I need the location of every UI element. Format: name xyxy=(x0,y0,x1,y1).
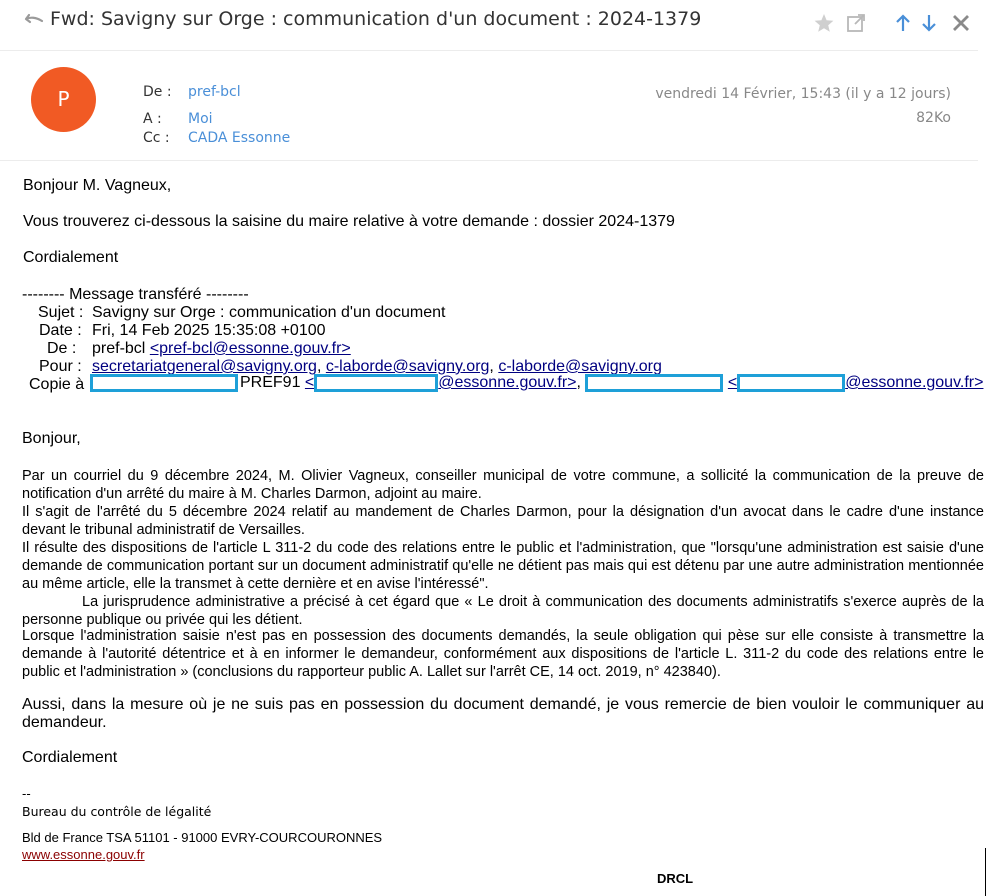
letter-paragraph: Il s'agit de l'arrêté du 5 décembre 2024 relatif au mandement de Charles Darmon, pour la désignation d'un avocat dans le cadre d'une instance devant le tribunal administratif de Versailles. xyxy=(22,504,984,538)
arrow-down-icon[interactable] xyxy=(918,12,940,34)
letter-closing: Cordialement xyxy=(22,749,118,766)
letter-greeting: Bonjour, xyxy=(22,430,81,447)
body-closing: Cordialement xyxy=(23,249,119,266)
fwd-cc-email-link[interactable]: @essonne.gouv.fr> xyxy=(845,374,984,392)
from-contact-link[interactable]: pref-bcl xyxy=(188,84,241,100)
fwd-cc-pref: PREF91 xyxy=(240,374,301,392)
letter-paragraph: Par un courriel du 9 décembre 2024, M. Olivier Vagneux, conseiller municipal de votre commune, a sollicité la communication de la preuve de notification d'un arrêté du maire à M. Charles Darmon, adjoint au maire. xyxy=(22,468,984,502)
fwd-from-name: pref-bcl xyxy=(92,340,146,357)
redaction-box xyxy=(90,374,238,392)
arrow-up-icon[interactable] xyxy=(892,12,914,34)
drcl-label: DRCL xyxy=(657,871,694,886)
fwd-subject-label: Sujet : xyxy=(38,304,84,321)
message-size: 82Ko xyxy=(916,110,951,126)
cc-label: Cc : xyxy=(143,130,170,146)
letter-paragraph: Aussi, dans la mesure où je ne suis pas en possession du document demandé, je vous remercie de bien vouloir le communiquer au demandeur. xyxy=(22,696,984,731)
letter-paragraph: La jurisprudence administrative a précisé à cet égard que « Le droit à communication des documents administratifs s'exerce auprès de la personne publique ou privée qui les détient. xyxy=(22,594,984,628)
body-intro: Vous trouverez ci-dessous la saisine du maire relative à votre demande : dossier 2024-1379 xyxy=(23,213,675,230)
letter-paragraph: Il résulte des dispositions de l'article L 311-2 du code des relations entre le public et l'administration, que "lorsqu'une administration est saisie d'une demande de communication portant sur un document administratif qu'elle ne détient pas mais qui est détenu par une autre administration mentionnée au même article, elle la transmet à cette dernière et en avise l'intéressé". xyxy=(22,540,984,592)
letter-paragraph: Lorsque l'administration saisie n'est pas en possession des documents demandés, la seule obligation qui pèse sur elle consiste à transmettre la demande à l'autorité détentrice et à en informer le demandeur, conformément aux dispositions de l'article L. 311-2 du code des relations entre le public et l'administration » (conclusions du rapporteur public A. Lallet sur l'arrêt CE, 14 oct. 2019, n° 423840). xyxy=(22,628,984,680)
divider xyxy=(985,848,986,896)
signature-dash: -- xyxy=(22,786,31,801)
message-subject: Fwd: Savigny sur Orge : communication d'un document : 2024-1379 xyxy=(50,8,702,30)
forwarded-title: -------- Message transféré -------- xyxy=(22,286,249,303)
cc-contact-link[interactable]: CADA Essonne xyxy=(188,130,291,146)
fwd-date: Fri, 14 Feb 2025 15:35:08 +0100 xyxy=(92,322,326,339)
open-external-icon[interactable] xyxy=(845,12,867,34)
from-label: De : xyxy=(143,84,172,100)
website-link[interactable]: www.essonne.gouv.fr xyxy=(22,847,145,862)
close-icon[interactable] xyxy=(950,12,972,34)
divider xyxy=(0,50,978,51)
body-greeting: Bonjour M. Vagneux, xyxy=(23,177,172,194)
fwd-cc-lt: < xyxy=(304,374,315,392)
to-label: A : xyxy=(143,111,162,127)
avatar: P xyxy=(31,67,96,132)
signature-website xyxy=(22,847,145,862)
fwd-to-label: Pour : xyxy=(39,358,82,375)
fwd-cc: PREF91 < @essonne.gouv.fr>, < @essonne.gouv.fr> xyxy=(90,374,983,392)
fwd-subject: Savigny sur Orge : communication d'un document xyxy=(92,304,446,321)
message-toolbar xyxy=(0,0,991,48)
fwd-to-email-link[interactable]: c-laborde@savigny.org xyxy=(498,358,662,375)
signature-title: Bureau du contrôle de légalité xyxy=(22,804,212,819)
signature-address: Bld de France TSA 51101 - 91000 EVRY-COURCOURONNES xyxy=(22,830,383,845)
fwd-cc-lt: < xyxy=(727,374,738,392)
fwd-to: secretariatgeneral@savigny.org, c-laborde@savigny.org, c-laborde@savigny.org xyxy=(92,358,662,375)
redaction-box xyxy=(314,374,438,392)
fwd-cc-label: Copie à : xyxy=(29,376,94,393)
to-contact-link[interactable]: Moi xyxy=(188,111,213,127)
message-date: vendredi 14 Février, 15:43 (il y a 12 jours) xyxy=(655,86,951,102)
divider xyxy=(0,160,978,161)
fwd-cc-email-link[interactable]: @essonne.gouv.fr> xyxy=(438,374,577,392)
redaction-box xyxy=(737,374,845,392)
fwd-from xyxy=(92,340,351,358)
fwd-from-label: De : xyxy=(47,340,77,357)
fwd-to-email-link[interactable]: c-laborde@savigny.org xyxy=(325,358,490,375)
fwd-date-label: Date : xyxy=(39,322,82,339)
redaction-box xyxy=(585,374,723,392)
fwd-to-email-link[interactable]: secretariatgeneral@savigny.org xyxy=(92,358,317,375)
fwd-from-email-link[interactable]: <pref-bcl@essonne.gouv.fr> xyxy=(149,340,351,357)
star-icon[interactable] xyxy=(813,12,835,34)
forward-arrow-icon xyxy=(22,12,44,28)
